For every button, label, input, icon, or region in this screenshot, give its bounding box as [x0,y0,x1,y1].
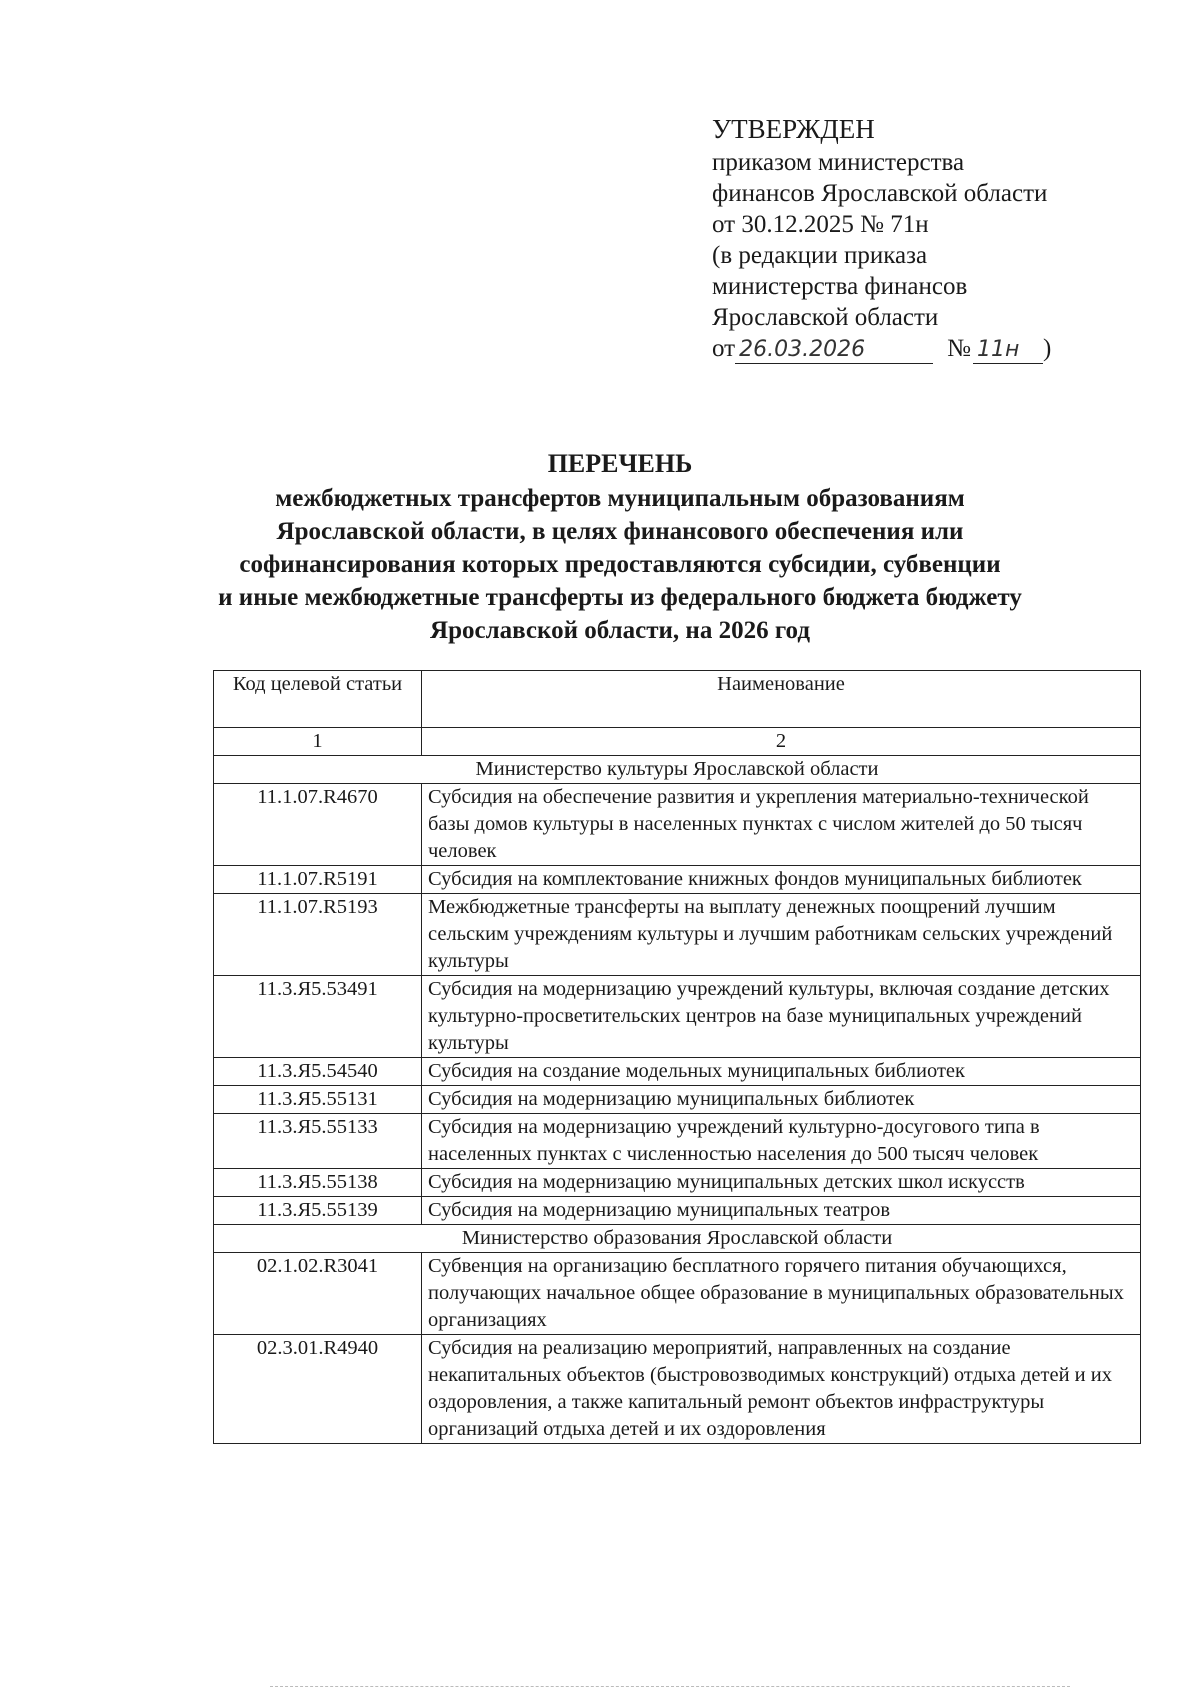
target-article-code: 11.1.07.R4670 [214,784,422,866]
target-article-code: 11.3.Я5.54540 [214,1058,422,1086]
transfers-table [213,670,1141,1444]
approval-line-1: приказом министерства [712,149,965,176]
approval-line-6: Ярославской области [712,304,939,331]
column-number-1: 1 [214,728,422,756]
scan-artifact-line [270,1686,1070,1689]
table-row [214,1086,1141,1114]
table-row [214,1114,1141,1169]
target-article-code: 11.1.07.R5191 [214,866,422,894]
approval-line-4: (в редакции приказа [712,242,928,269]
heading-line-5: Ярославской области, на 2026 год [430,617,810,644]
table-header-row [214,671,1141,728]
document-title: ПЕРЕЧЕНЬ [547,449,693,478]
approval-line-3: от 30.12.2025 № 71н [712,211,929,238]
table-row [214,784,1141,866]
table-body [214,756,1141,1444]
document-heading [150,447,1090,647]
target-article-code: 02.3.01.R4940 [214,1335,422,1444]
transfer-name: Субсидия на модернизацию муниципальных детских школ искусств [422,1169,1141,1197]
transfer-name: Субсидия на модернизацию муниципальных библиотек [422,1086,1141,1114]
transfer-name: Субсидия на модернизацию учреждений культуры, включая создание детских культурно-просветительских центров на базе муниципальных учреждений культуры [422,976,1141,1058]
section-title: Министерство культуры Ярославской области [214,756,1141,784]
heading-line-4: и иные межбюджетные трансферты из федерального бюджета бюджету [218,584,1022,611]
heading-line-3: софинансирования которых предоставляются субсидии, субвенции [239,551,1001,578]
transfer-name: Субсидия на реализацию мероприятий, направленных на создание некапитальных объектов (быстровозводимых конструкций) отдыха детей и их оздоровления, а также капитальный ремонт объектов инфраструктуры организаций отдыха детей и их оздоровления [422,1335,1141,1444]
table-row [214,1169,1141,1197]
target-article-code: 11.3.Я5.55138 [214,1169,422,1197]
transfer-name: Субсидия на обеспечение развития и укрепления материально-технической базы домов культуры в населенных пунктах с числом жителей до 50 тысяч человек [422,784,1141,866]
closing-paren: ) [1042,335,1052,362]
table-row [214,1058,1141,1086]
heading-line-1: межбюджетных трансфертов муниципальным образованиям [275,485,965,512]
target-article-code: 11.3.Я5.55131 [214,1086,422,1114]
handwritten-number: 11н [973,337,1043,364]
approval-line-2: финансов Ярославской области [712,180,1048,207]
table-column-numbers-row [214,728,1141,756]
target-article-code: 11.3.Я5.55133 [214,1114,422,1169]
transfer-name: Субсидия на комплектование книжных фондов муниципальных библиотек [422,866,1141,894]
section-row [214,756,1141,784]
table-row [214,1335,1141,1444]
table-row [214,1197,1141,1225]
handwritten-date: 26.03.2026 [735,337,933,364]
header-code: Код целевой статьи [214,671,422,728]
transfer-name: Межбюджетные трансферты на выплату денежных поощрений лучшим сельским учреждениям культуры и лучшим работникам сельских учреждений культуры [422,894,1141,976]
section-row [214,1225,1141,1253]
from-prefix: от [712,335,736,362]
approval-line-5: министерства финансов [712,273,968,300]
header-name: Наименование [422,671,1141,728]
number-sign: № [947,335,971,362]
transfer-name: Субсидия на создание модельных муниципальных библиотек [422,1058,1141,1086]
transfer-name: Субвенция на организацию бесплатного горячего питания обучающихся, получающих начальное общее образование в муниципальных образовательных организациях [422,1253,1141,1335]
target-article-code: 11.3.Я5.53491 [214,976,422,1058]
approval-stamp-block [712,112,1152,364]
column-number-2: 2 [422,728,1141,756]
approved-label: УТВЕРЖДЕН [712,114,875,144]
transfer-name: Субсидия на модернизацию муниципальных театров [422,1197,1141,1225]
table-row [214,894,1141,976]
heading-line-2: Ярославской области, в целях финансового обеспечения или [276,518,964,545]
target-article-code: 02.1.02.R3041 [214,1253,422,1335]
table-row [214,866,1141,894]
target-article-code: 11.3.Я5.55139 [214,1197,422,1225]
table-row [214,1253,1141,1335]
table-row [214,976,1141,1058]
target-article-code: 11.1.07.R5193 [214,894,422,976]
section-title: Министерство образования Ярославской области [214,1225,1141,1253]
amendment-date-line [712,333,1152,364]
transfer-name: Субсидия на модернизацию учреждений культурно-досугового типа в населенных пунктах с численностью населения до 500 тысяч человек [422,1114,1141,1169]
